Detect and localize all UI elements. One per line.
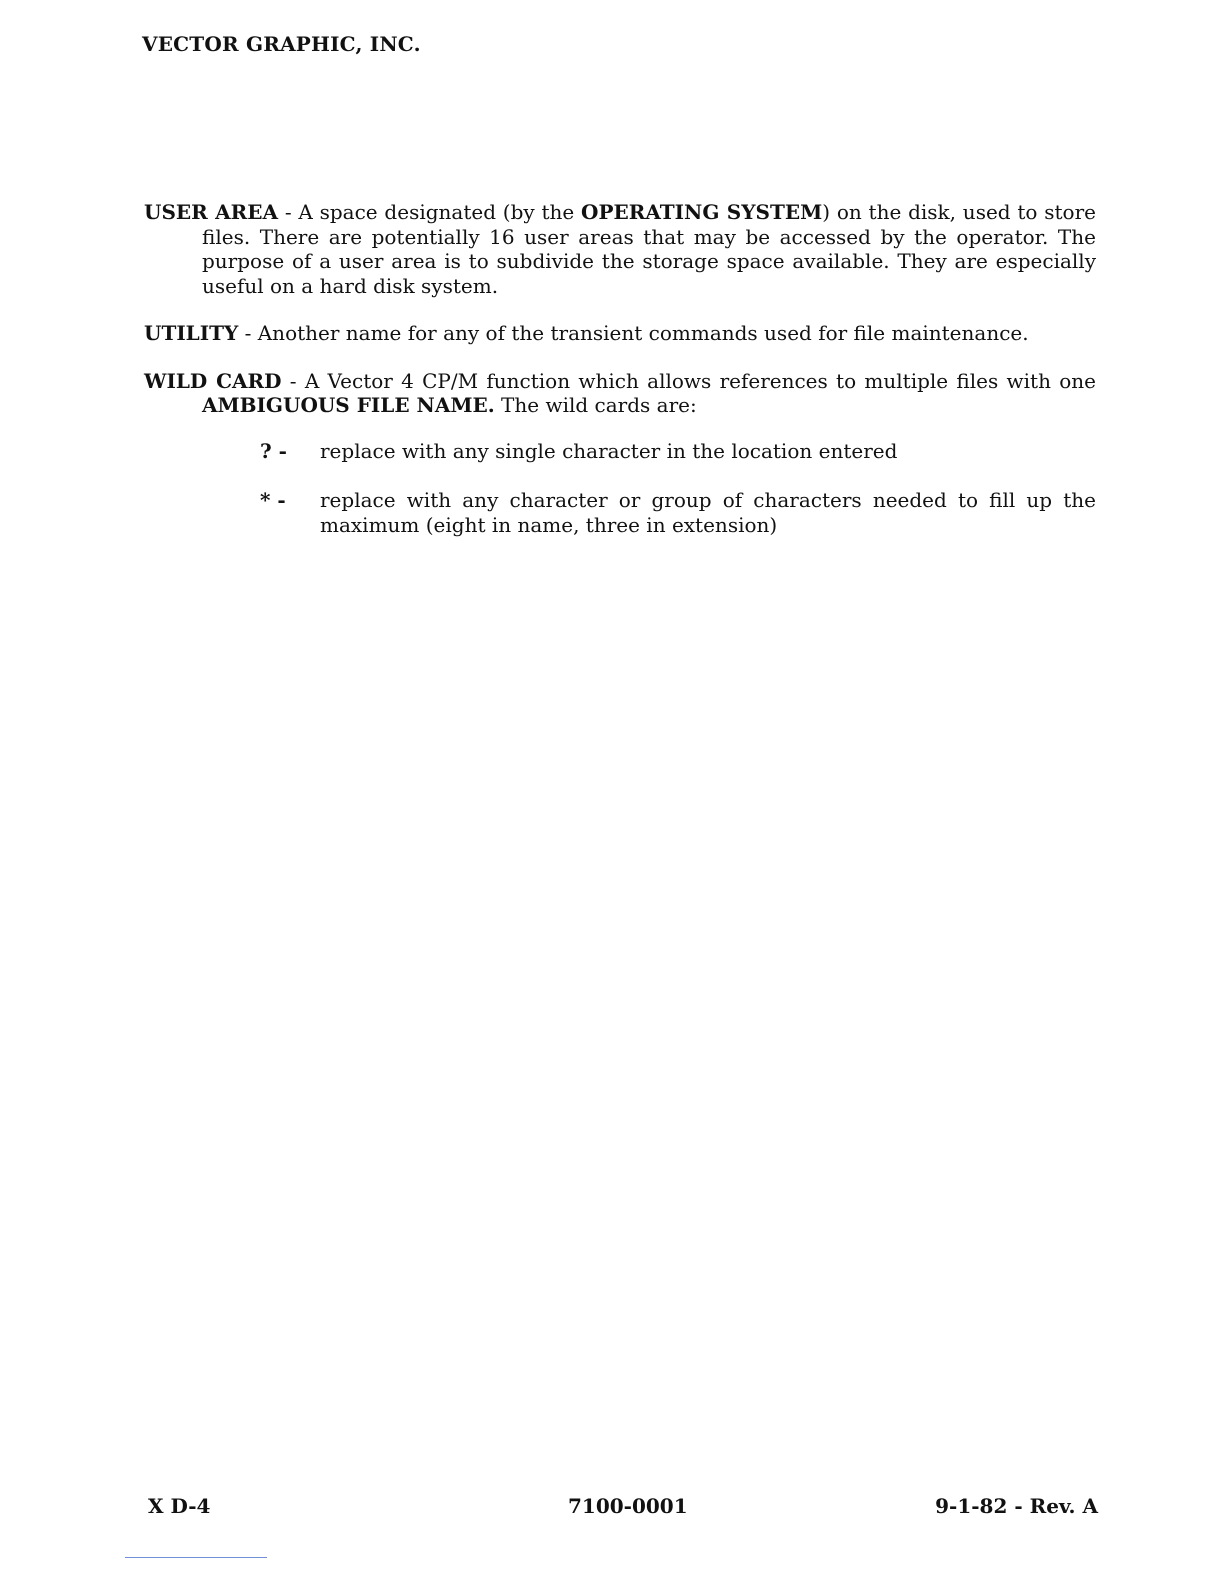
definition-text: - Another name for any of the transient commands used for file maintenance. bbox=[238, 321, 1029, 345]
glossary-section bbox=[144, 200, 1096, 562]
scan-edge-line bbox=[125, 1557, 267, 1558]
wild-card-item bbox=[144, 488, 1096, 537]
definition-text: The wild cards are: bbox=[494, 393, 697, 417]
definition-text: ) on the disk, used to store files. There are potentially 16 user areas that may be accessed by the operator. The purpose of a user area is to subdivide the storage space available. They are especially useful on a hard disk system. bbox=[202, 200, 1096, 298]
company-header: VECTOR GRAPHIC, INC. bbox=[142, 32, 421, 56]
page-footer bbox=[0, 1494, 1224, 1520]
wild-card-item bbox=[144, 439, 1096, 464]
cross-reference-term: AMBIGUOUS FILE NAME. bbox=[202, 393, 495, 417]
document-number: 7100-0001 bbox=[568, 1494, 688, 1518]
cross-reference-term: OPERATING SYSTEM bbox=[581, 200, 823, 224]
wild-card-description: replace with any single character in the location entered bbox=[320, 438, 898, 463]
wild-card-symbol: * - bbox=[260, 488, 286, 512]
glossary-entry-user-area bbox=[144, 200, 1096, 298]
definition-text: - A Vector 4 CP/M function which allows references to multiple files with one bbox=[281, 368, 1096, 393]
wild-card-description: replace with any character or group of characters needed to fill up the maximum (eight in name, three in extension) bbox=[320, 488, 1096, 537]
glossary-entry-wild-card bbox=[144, 369, 1096, 418]
definition-text: - A space designated (by the bbox=[278, 200, 582, 224]
wild-card-list bbox=[144, 439, 1096, 538]
glossary-term: USER AREA bbox=[144, 200, 279, 224]
glossary-term: WILD CARD bbox=[144, 368, 282, 393]
glossary-term: UTILITY bbox=[144, 321, 239, 345]
page-number: X D-4 bbox=[148, 1494, 211, 1518]
revision-date: 9-1-82 - Rev. A bbox=[935, 1494, 1098, 1518]
wild-card-symbol: ? - bbox=[260, 438, 287, 463]
glossary-entry-utility bbox=[144, 321, 1096, 346]
